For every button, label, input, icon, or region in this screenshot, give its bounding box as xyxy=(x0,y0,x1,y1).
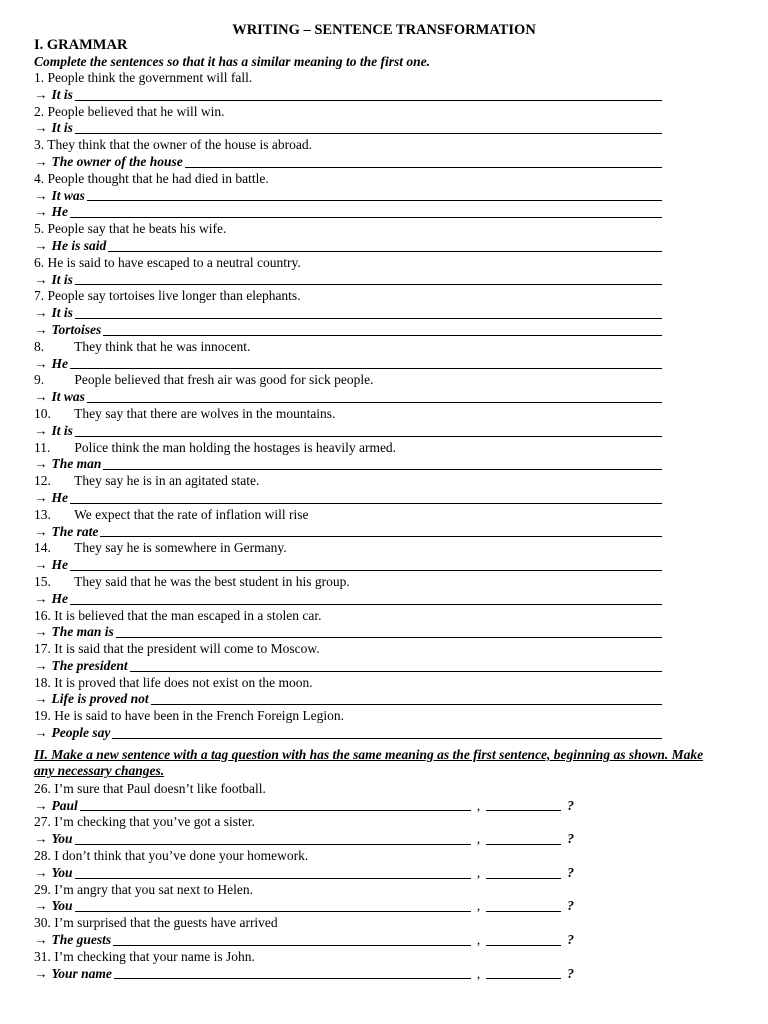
question-text: They think that the owner of the house is abroad. xyxy=(47,137,312,153)
question-mark: ? xyxy=(567,898,574,914)
answer-blank[interactable] xyxy=(75,284,662,285)
comma: , xyxy=(476,797,481,813)
question-text: They say that there are wolves in the mountains. xyxy=(74,405,336,421)
answer-row xyxy=(34,188,662,205)
question-mark: ? xyxy=(567,932,574,948)
question-text: People believed that he will win. xyxy=(47,103,225,119)
question-row xyxy=(34,814,734,831)
arrow-icon: → xyxy=(34,237,48,253)
answer-row xyxy=(34,557,662,574)
question-number: 14. xyxy=(34,540,51,556)
question-text: They think that he was innocent. xyxy=(74,338,251,354)
question-text: People believed that fresh air was good for sick people. xyxy=(74,372,374,388)
question-number: 19. xyxy=(34,708,51,724)
arrow-icon: → xyxy=(34,657,48,673)
question-row xyxy=(34,473,734,490)
answer-stem: The owner of the house xyxy=(51,153,183,169)
question-number: 17. xyxy=(34,641,51,657)
question-number: 30. xyxy=(34,915,51,931)
answer-blank[interactable] xyxy=(75,436,662,437)
comma: , xyxy=(476,932,481,948)
answer-row xyxy=(34,87,662,104)
arrow-icon: → xyxy=(34,489,48,505)
question-number: 10. xyxy=(34,405,51,421)
answer-blank[interactable] xyxy=(75,911,471,912)
question-number: 27. xyxy=(34,814,51,830)
answer-stem: He xyxy=(51,355,68,371)
comma: , xyxy=(476,864,481,880)
arrow-icon: → xyxy=(34,725,48,741)
section-heading: I. GRAMMAR xyxy=(34,37,128,53)
arrow-icon: → xyxy=(34,590,48,606)
question-number: 13. xyxy=(34,506,51,522)
answer-stem: It is xyxy=(51,271,73,287)
answer-blank[interactable] xyxy=(185,167,662,168)
question-number: 2. xyxy=(34,103,45,119)
question-mark: ? xyxy=(567,965,574,981)
question-number: 15. xyxy=(34,573,51,589)
comma: , xyxy=(476,965,481,981)
answer-blank[interactable] xyxy=(75,878,471,879)
answer-row xyxy=(34,725,662,742)
tag-blank[interactable] xyxy=(486,810,561,811)
question-number: 26. xyxy=(34,780,51,796)
arrow-icon: → xyxy=(34,624,48,640)
answer-row xyxy=(34,932,574,949)
tag-blank[interactable] xyxy=(486,978,561,979)
arrow-icon: → xyxy=(34,153,48,169)
question-text: People thought that he had died in battle. xyxy=(47,170,269,186)
question-number: 28. xyxy=(34,848,51,864)
question-number: 4. xyxy=(34,170,45,186)
answer-blank[interactable] xyxy=(87,402,662,403)
answer-row xyxy=(34,322,662,339)
answer-stem: It is xyxy=(51,305,73,321)
answer-row xyxy=(34,204,662,221)
arrow-icon: → xyxy=(34,898,48,914)
question-text: I’m checking that you’ve got a sister. xyxy=(54,814,255,830)
answer-row xyxy=(34,389,662,406)
arrow-icon: → xyxy=(34,187,48,203)
tag-blank[interactable] xyxy=(486,911,561,912)
answer-row xyxy=(34,691,662,708)
answer-row xyxy=(34,423,662,440)
answer-row xyxy=(34,898,574,915)
arrow-icon: → xyxy=(34,523,48,539)
answer-stem: It is xyxy=(51,86,73,102)
question-row xyxy=(34,882,734,899)
arrow-icon: → xyxy=(34,557,48,573)
question-number: 9. xyxy=(34,372,45,388)
arrow-icon: → xyxy=(34,797,48,813)
tag-blank[interactable] xyxy=(486,945,561,946)
answer-blank[interactable] xyxy=(80,810,471,811)
answer-row xyxy=(34,591,662,608)
arrow-icon: → xyxy=(34,204,48,220)
answer-stem: The president xyxy=(51,657,128,673)
question-row xyxy=(34,781,734,798)
question-row xyxy=(34,675,734,692)
question-row xyxy=(34,440,734,457)
answer-stem: Tortoises xyxy=(51,321,102,337)
question-mark: ? xyxy=(567,797,574,813)
answer-blank[interactable] xyxy=(70,217,662,218)
answer-row xyxy=(34,356,662,373)
question-row xyxy=(34,406,734,423)
question-row xyxy=(34,255,734,272)
question-text: I’m angry that you sat next to Helen. xyxy=(54,881,253,897)
question-mark: ? xyxy=(567,831,574,847)
answer-blank[interactable] xyxy=(113,945,471,946)
answer-stem: It was xyxy=(51,389,85,405)
question-row xyxy=(34,949,734,966)
question-row xyxy=(34,221,734,238)
answer-stem: The man xyxy=(51,456,102,472)
answer-stem: Life is proved not xyxy=(51,691,149,707)
question-text: It is proved that life does not exist on the moon. xyxy=(54,674,313,690)
answer-blank[interactable] xyxy=(70,570,662,571)
answer-stem: You xyxy=(51,831,73,847)
answer-blank[interactable] xyxy=(87,200,662,201)
question-row xyxy=(34,608,734,625)
question-text: I’m sure that Paul doesn’t like football. xyxy=(54,780,266,796)
question-text: They say he is in an agitated state. xyxy=(74,473,260,489)
arrow-icon: → xyxy=(34,355,48,371)
answer-row xyxy=(34,272,662,289)
arrow-icon: → xyxy=(34,965,48,981)
answer-blank[interactable] xyxy=(108,251,662,252)
question-number: 31. xyxy=(34,948,51,964)
question-text: He is said to have been in the French Foreign Legion. xyxy=(54,708,345,724)
answer-row xyxy=(34,305,662,322)
question-number: 6. xyxy=(34,254,45,270)
arrow-icon: → xyxy=(34,321,48,337)
section-instruction: Complete the sentences so that it has a similar meaning to the first one. xyxy=(34,54,431,69)
answer-row xyxy=(34,238,662,255)
arrow-icon: → xyxy=(34,456,48,472)
arrow-icon: → xyxy=(34,120,48,136)
question-number: 7. xyxy=(34,288,45,304)
answer-stem: It is xyxy=(51,422,73,438)
question-text: We expect that the rate of inflation will rise xyxy=(74,506,309,522)
arrow-icon: → xyxy=(34,305,48,321)
question-text: It is said that the president will come to Moscow. xyxy=(54,641,320,657)
answer-stem: It is xyxy=(51,120,73,136)
question-number: 18. xyxy=(34,674,51,690)
answer-row xyxy=(34,490,662,507)
answer-blank[interactable] xyxy=(112,738,662,739)
answer-blank[interactable] xyxy=(114,978,471,979)
answer-row xyxy=(34,120,662,137)
question-text: I’m surprised that the guests have arrived xyxy=(54,915,278,931)
answer-blank[interactable] xyxy=(70,604,662,605)
answer-row xyxy=(34,524,662,541)
tag-blank[interactable] xyxy=(486,878,561,879)
answer-row xyxy=(34,865,574,882)
answer-stem: The man is xyxy=(51,624,114,640)
question-row xyxy=(34,171,734,188)
arrow-icon: → xyxy=(34,271,48,287)
answer-blank[interactable] xyxy=(151,704,662,705)
question-text: Police think the man holding the hostages is heavily armed. xyxy=(74,439,397,455)
question-text: I’m checking that your name is John. xyxy=(54,948,255,964)
question-row xyxy=(34,641,734,658)
question-row xyxy=(34,70,734,87)
answer-stem: You xyxy=(51,864,73,880)
comma: , xyxy=(476,831,481,847)
question-text: People think the government will fall. xyxy=(47,70,253,85)
section-instruction-2: II. Make a new sentence with a tag question with has the same meaning as the first sentence, beginning as shown. Make any necessary changes. xyxy=(34,746,704,779)
question-row xyxy=(34,372,734,389)
tag-blank[interactable] xyxy=(486,844,561,845)
question-row xyxy=(34,574,734,591)
question-text: They say he is somewhere in Germany. xyxy=(74,540,287,556)
answer-stem: He is said xyxy=(51,237,107,253)
arrow-icon: → xyxy=(34,389,48,405)
answer-row xyxy=(34,658,662,675)
arrow-icon: → xyxy=(34,691,48,707)
answer-blank[interactable] xyxy=(103,469,662,470)
question-row xyxy=(34,915,734,932)
answer-stem: He xyxy=(51,204,68,220)
question-row xyxy=(34,708,734,725)
answer-row xyxy=(34,624,662,641)
answer-blank[interactable] xyxy=(130,671,662,672)
answer-row xyxy=(34,456,662,473)
answer-stem: You xyxy=(51,898,73,914)
question-number: 1. xyxy=(34,70,45,85)
answer-stem: The rate xyxy=(51,523,99,539)
arrow-icon: → xyxy=(34,831,48,847)
answer-stem: Your name xyxy=(51,965,112,981)
answer-blank[interactable] xyxy=(75,844,471,845)
question-row xyxy=(34,288,734,305)
answer-blank[interactable] xyxy=(100,536,662,537)
question-text: People say tortoises live longer than elephants. xyxy=(47,288,301,304)
answer-stem: He xyxy=(51,590,68,606)
answer-blank[interactable] xyxy=(70,503,662,504)
arrow-icon: → xyxy=(34,422,48,438)
question-row xyxy=(34,339,734,356)
question-text: It is believed that the man escaped in a stolen car. xyxy=(54,607,322,623)
worksheet-content xyxy=(34,37,734,982)
question-number: 11. xyxy=(34,439,51,455)
answer-blank[interactable] xyxy=(75,318,662,319)
question-number: 16. xyxy=(34,607,51,623)
question-mark: ? xyxy=(567,864,574,880)
question-row xyxy=(34,507,734,524)
answer-row xyxy=(34,798,574,815)
question-text: I don’t think that you’ve done your homework. xyxy=(54,848,309,864)
answer-blank[interactable] xyxy=(75,133,662,134)
answer-stem: It was xyxy=(51,187,85,203)
comma: , xyxy=(476,898,481,914)
answer-stem: People say xyxy=(51,725,111,741)
question-number: 29. xyxy=(34,881,51,897)
answer-stem: The guests xyxy=(51,932,112,948)
question-number: 3. xyxy=(34,137,45,153)
answer-stem: He xyxy=(51,489,68,505)
question-text: People say that he beats his wife. xyxy=(47,221,227,237)
question-row xyxy=(34,540,734,557)
answer-row xyxy=(34,831,574,848)
answer-row xyxy=(34,966,574,983)
page-title: WRITING – SENTENCE TRANSFORMATION xyxy=(232,22,536,38)
answer-stem: Paul xyxy=(51,797,78,813)
answer-blank[interactable] xyxy=(70,368,662,369)
question-number: 5. xyxy=(34,221,45,237)
arrow-icon: → xyxy=(34,932,48,948)
answer-blank[interactable] xyxy=(103,335,662,336)
arrow-icon: → xyxy=(34,86,48,102)
question-number: 12. xyxy=(34,473,51,489)
answer-stem: He xyxy=(51,557,68,573)
arrow-icon: → xyxy=(34,864,48,880)
answer-blank[interactable] xyxy=(75,100,662,101)
question-row xyxy=(34,137,734,154)
question-number: 8. xyxy=(34,338,45,354)
question-text: He is said to have escaped to a neutral country. xyxy=(47,254,301,270)
question-row xyxy=(34,848,734,865)
answer-row xyxy=(34,154,662,171)
question-text: They said that he was the best student in his group. xyxy=(74,573,350,589)
question-row xyxy=(34,104,734,121)
answer-blank[interactable] xyxy=(116,637,662,638)
